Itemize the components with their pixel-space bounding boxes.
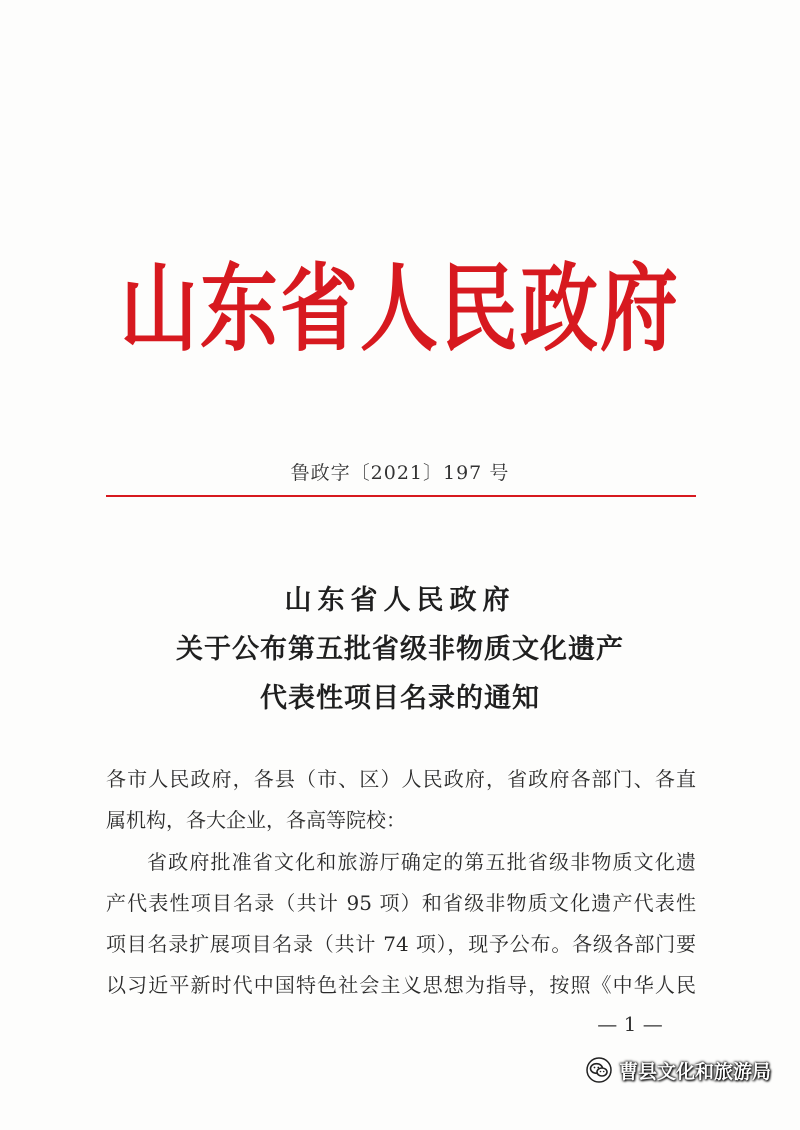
notice-title-line-3: 代表性项目名录的通知 (260, 683, 540, 714)
watermark-text: 曹县文化和旅游局 (619, 1060, 772, 1083)
notice-title-line-1: 山东省人民政府 (284, 585, 516, 616)
body-line-2: 属机构，各大企业，各高等院校： (106, 808, 406, 832)
document-number: 鲁政字〔2021〕197 号 (290, 462, 510, 484)
red-separator-line (106, 495, 696, 497)
wechat-icon (585, 1056, 613, 1084)
body-line-6: 以习近平新时代中国特色社会主义思想为指导，按照《中华人民 (106, 973, 696, 997)
body-line-1: 各市人民政府，各县（市、区）人民政府，省政府各部门、各直 (106, 767, 696, 791)
red-header-title: 山东省人民政府 (119, 253, 680, 365)
account-watermark (585, 1054, 771, 1086)
body-line-4: 产代表性项目名录（共计 95 项）和省级非物质文化遗产代表性 (106, 891, 696, 915)
body-line-5: 项目名录扩展项目名录（共计 74 项），现予公布。各级各部门要 (106, 932, 696, 956)
body-line-3: 省政府批准省文化和旅游厅确定的第五批省级非物质文化遗 (147, 850, 696, 874)
notice-title-line-2: 关于公布第五批省级非物质文化遗产 (176, 634, 624, 665)
page-number: — 1 — (597, 1012, 663, 1036)
